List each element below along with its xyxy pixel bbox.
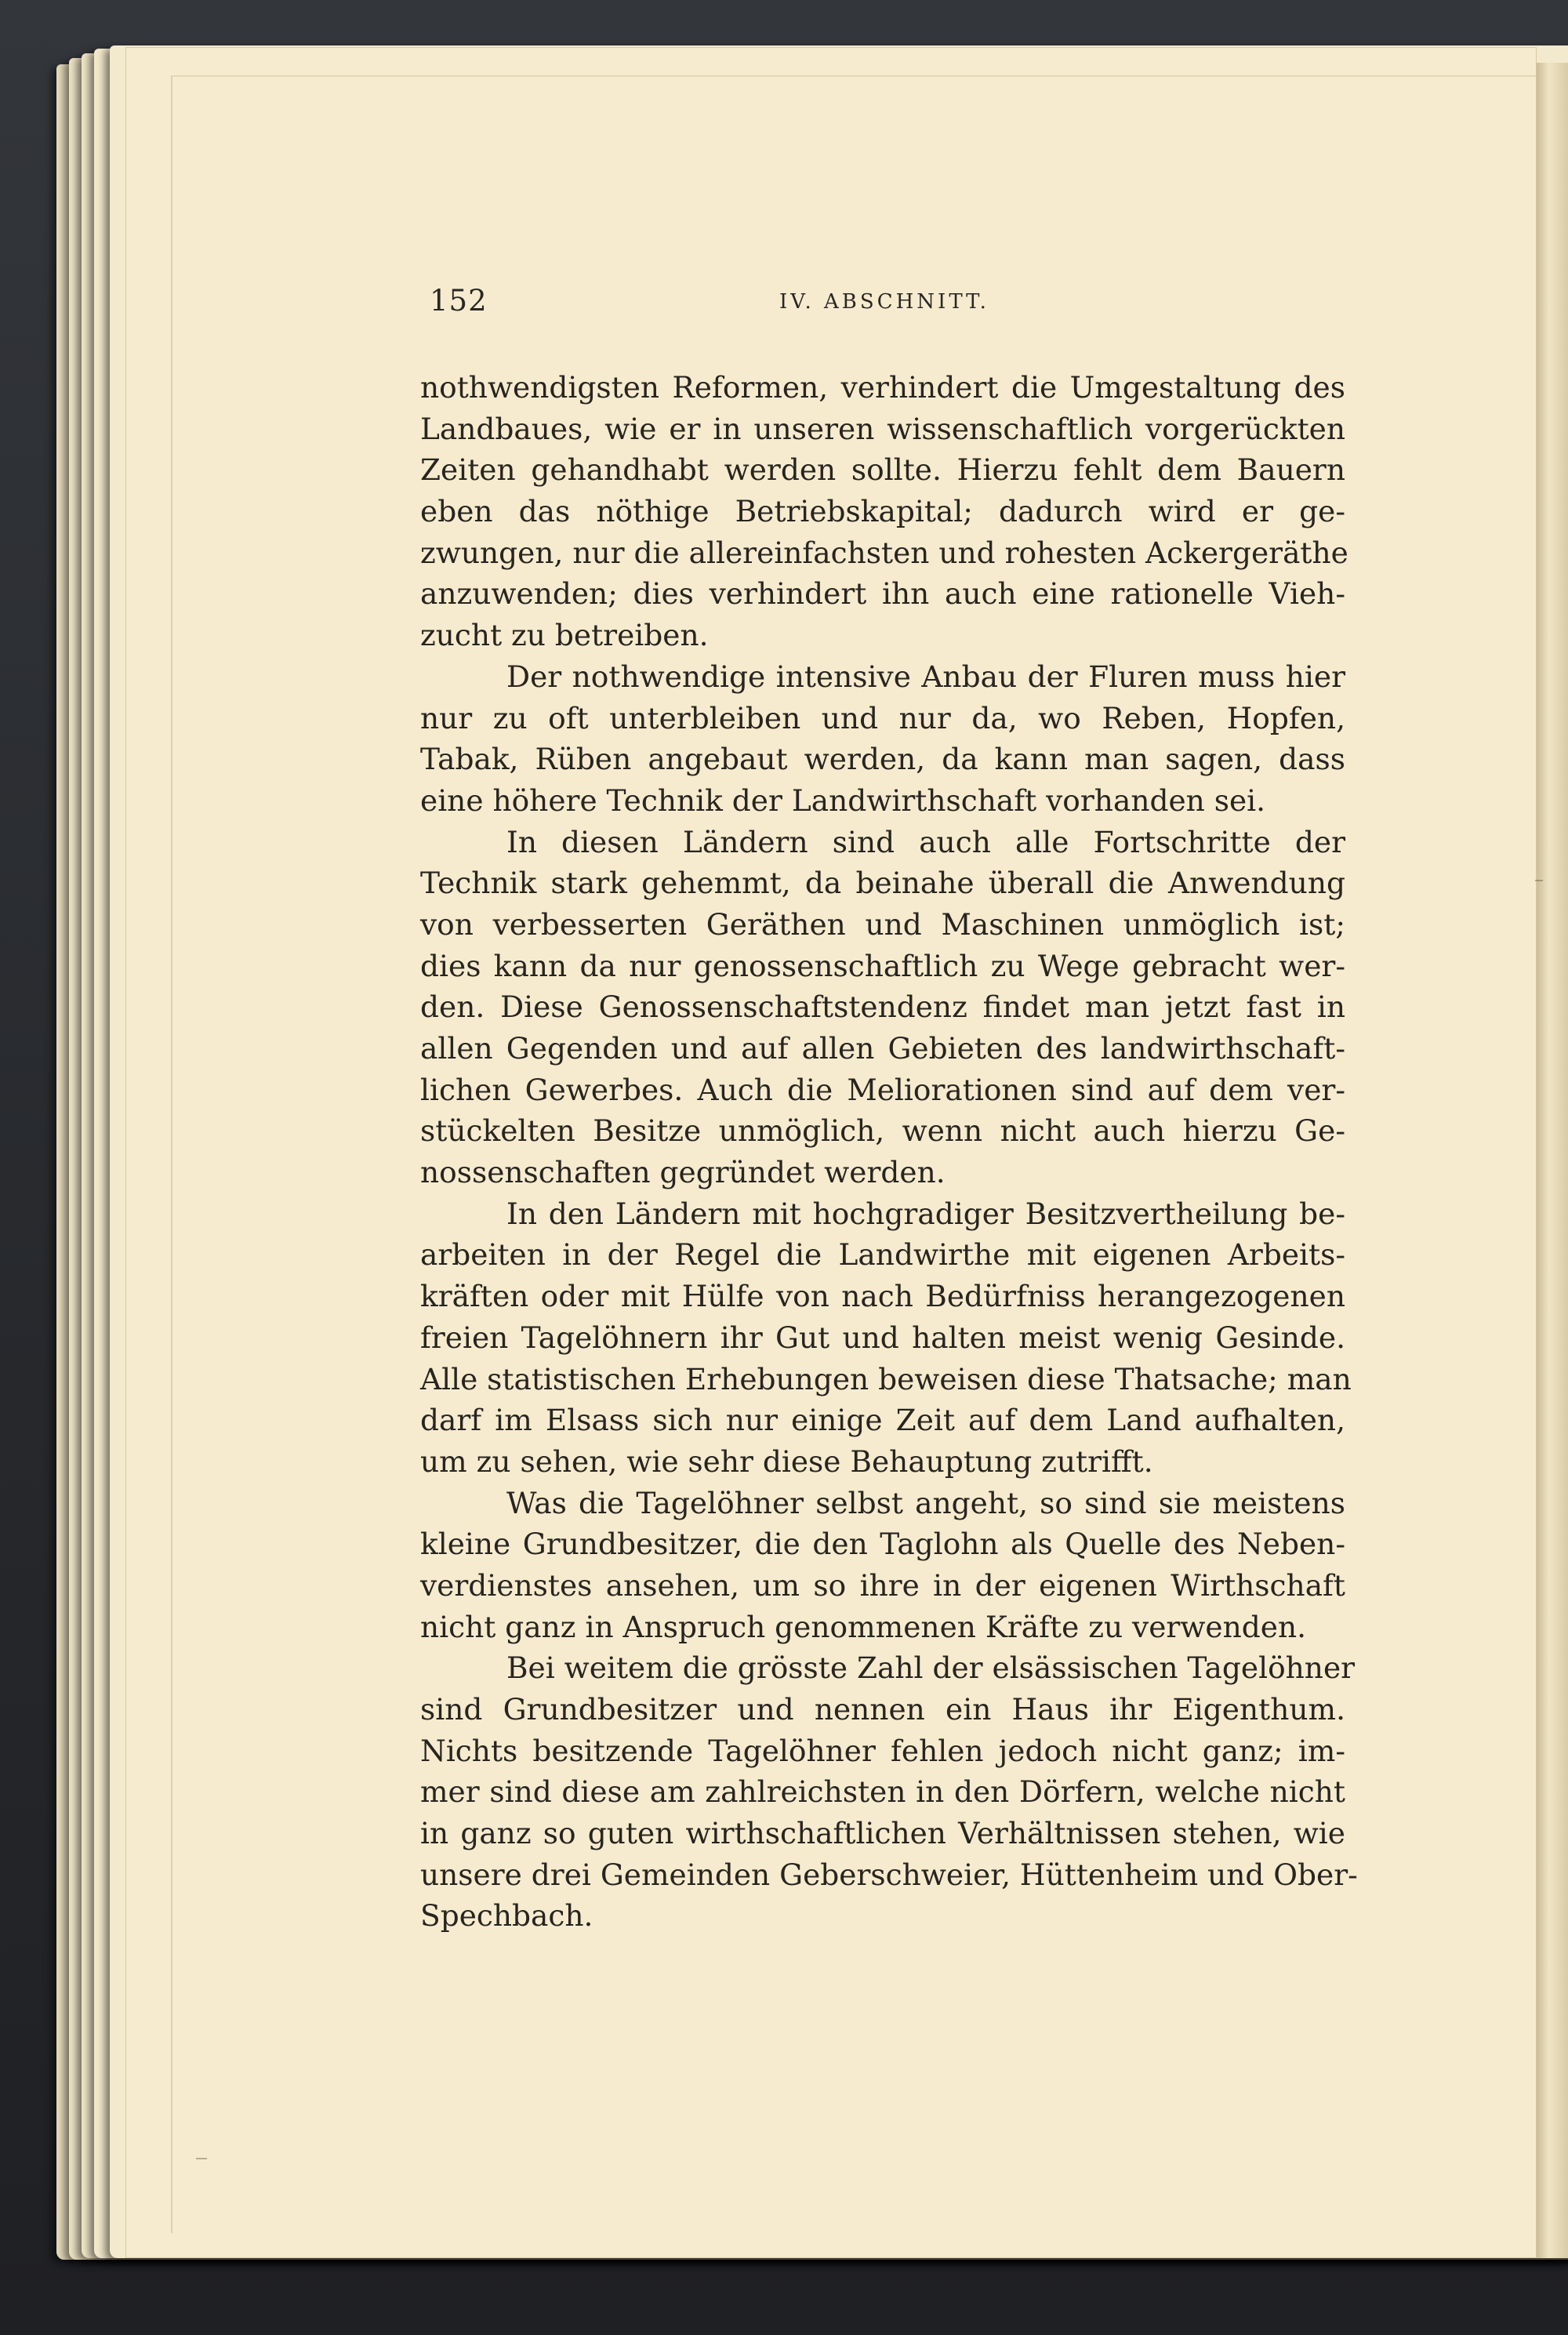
text-line: arbeiten in der Regel die Landwirthe mit eigenen Arbeits- bbox=[420, 1237, 1345, 1273]
text-line: allen Gegenden und auf allen Gebieten des landwirthschaft- bbox=[420, 1031, 1345, 1066]
body-text bbox=[420, 367, 1358, 1937]
text-line: von verbesserten Geräthen und Maschinen unmöglich ist; bbox=[420, 906, 1345, 942]
text-line: Bei weitem die grösste Zahl der elsässischen Tagelöhner bbox=[506, 1650, 1356, 1686]
text-line: Technik stark gehemmt, da beinahe überall die Anwendung bbox=[420, 866, 1345, 901]
text-line: eine höhere Technik der Landwirthschaft vorhanden sei. bbox=[420, 783, 1266, 818]
text-line: Tabak, Rüben angebaut werden, da kann man sagen, dass bbox=[420, 742, 1345, 777]
text-line: zucht zu betreiben. bbox=[420, 618, 709, 653]
text-line: In diesen Ländern sind auch alle Fortschritte der bbox=[506, 824, 1345, 859]
text-line: Was die Tagelöhner selbst angeht, so sind sie meistens bbox=[506, 1485, 1345, 1520]
scan-speck bbox=[1535, 880, 1543, 881]
text-line: eben das nöthige Betriebskapital; dadurch wird er ge- bbox=[420, 494, 1345, 529]
text-line: anzuwenden; dies verhindert ihn auch eine rationelle Vieh- bbox=[420, 576, 1345, 612]
running-head: IV. ABSCHNITT. bbox=[779, 290, 989, 314]
text-line: sind Grundbesitzer und nennen ein Haus ihr Eigenthum. bbox=[420, 1692, 1345, 1727]
text-line: nothwendigsten Reformen, verhindert die Umgestaltung des bbox=[420, 370, 1345, 405]
text-line: in ganz so guten wirthschaftlichen Verhältnissen stehen, wie bbox=[420, 1816, 1345, 1851]
text-line: nossenschaften gegründet werden. bbox=[420, 1155, 946, 1190]
page-number: 152 bbox=[430, 284, 488, 318]
text-line: freien Tagelöhnern ihr Gut und halten meist wenig Gesinde. bbox=[420, 1320, 1345, 1355]
text-line: darf im Elsass sich nur einige Zeit auf dem Land aufhalten, bbox=[420, 1403, 1345, 1438]
text-line: verdienstes ansehen, um so ihre in der eigenen Wirthschaft bbox=[420, 1567, 1345, 1603]
text-line: mer sind diese am zahlreichsten in den Dörfern, welche nicht bbox=[420, 1774, 1345, 1810]
scan-speck bbox=[196, 2158, 207, 2159]
text-line: Zeiten gehandhabt werden sollte. Hierzu fehlt dem Bauern bbox=[420, 452, 1345, 488]
text-line: nur zu oft unterbleiben und nur da, wo Reben, Hopfen, bbox=[420, 700, 1345, 735]
text-line: Alle statistischen Erhebungen beweisen diese Thatsache; man bbox=[420, 1361, 1352, 1396]
text-line: kräften oder mit Hülfe von nach Bedürfniss herangezogenen bbox=[420, 1279, 1345, 1314]
text-line: Landbaues, wie er in unseren wissenschaftlich vorgerückten bbox=[420, 411, 1345, 446]
text-line: kleine Grundbesitzer, die den Taglohn als Quelle des Neben- bbox=[420, 1527, 1345, 1562]
text-line: um zu sehen, wie sehr diese Behauptung zutrifft. bbox=[420, 1443, 1153, 1479]
text-line: Der nothwendige intensive Anbau der Fluren muss hier bbox=[506, 659, 1345, 694]
text-line: den. Diese Genossenschaftstendenz findet man jetzt fast in bbox=[420, 990, 1345, 1025]
text-line: In den Ländern mit hochgradiger Besitzvertheilung be- bbox=[506, 1196, 1345, 1231]
text-line: Nichts besitzende Tagelöhner fehlen jedoch nicht ganz; im- bbox=[420, 1733, 1345, 1768]
text-line: lichen Gewerbes. Auch die Meliorationen sind auf dem ver- bbox=[420, 1072, 1345, 1107]
text-line: dies kann da nur genossenschaftlich zu Wege gebracht wer- bbox=[420, 948, 1345, 983]
text-line: nicht ganz in Anspruch genommenen Kräfte zu verwenden. bbox=[420, 1609, 1307, 1644]
page-right-edge bbox=[1537, 63, 1568, 2258]
page-header bbox=[430, 284, 1339, 331]
text-line: zwungen, nur die allereinfachsten und rohesten Ackergeräthe bbox=[420, 535, 1348, 570]
text-line: stückelten Besitze unmöglich, wenn nicht auch hierzu Ge- bbox=[420, 1113, 1345, 1149]
text-line: unsere drei Gemeinden Geberschweier, Hüttenheim und Ober- bbox=[420, 1857, 1358, 1892]
text-line: Spechbach. bbox=[420, 1898, 593, 1934]
